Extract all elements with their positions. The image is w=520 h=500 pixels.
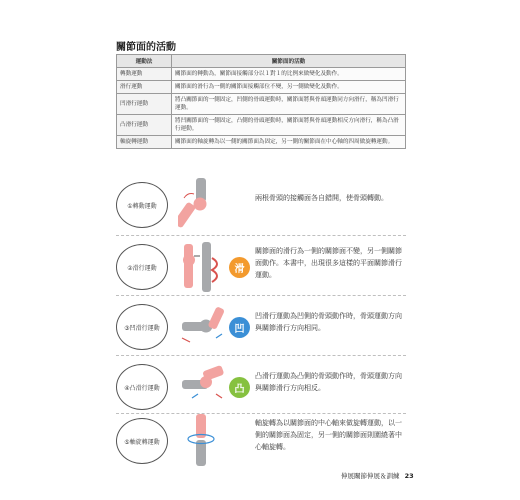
table-row [117, 136, 406, 149]
footer-book-title: 伸展關節伸展＆訓練 [341, 472, 400, 480]
motion-item-axial-rotation [116, 412, 406, 469]
table-row [117, 81, 406, 94]
table-cell-desc: 將凹關節面的一側固定，凸側的骨頭運動時，關節面將與骨頭運動相反方向滑行，稱為凸滑行運動。 [172, 115, 406, 136]
table-row [117, 94, 406, 115]
motion-label-circle: ①轉動運動 [116, 182, 168, 228]
motion-label-circle: ⑤軸旋轉運動 [116, 418, 168, 464]
axial-joint-illustration [178, 412, 226, 469]
motion-item-sliding [116, 238, 406, 295]
motion-description: 凸滑行運動為凸側的骨頭動作時，骨頭運動方向與關節滑行方向相反。 [255, 372, 402, 392]
convex-joint-illustration [178, 358, 226, 415]
table-cell-name: 滑行運動 [117, 81, 172, 94]
section-title: 關節面的活動 [116, 42, 176, 53]
table-row [117, 115, 406, 136]
rotation-joint-illustration [178, 176, 226, 233]
table-header-method: 運動法 [117, 55, 172, 68]
concave-badge: 凹 [229, 317, 250, 338]
sliding-badge: 滑 [229, 257, 250, 278]
motion-description: 軸旋轉為以關節面的中心軸來做旋轉運動，以一側的關節面為固定，另一側的關節面則圍繞著中心軸旋轉。 [255, 419, 402, 451]
motion-description: 凹滑行運動為凹側的骨頭動作時，骨頭運動方向與關節滑行方向相同。 [255, 312, 402, 332]
motion-label-circle: ②滑行運動 [116, 244, 168, 290]
sliding-joint-illustration [178, 238, 226, 295]
motion-item-concave-sliding [116, 298, 406, 355]
page-footer [341, 471, 414, 480]
table-cell-desc: 關節面的滑行為一側的關節面接觸部位不變，另一側做變化及動作。 [172, 81, 406, 94]
table-cell-name: 軸旋轉運動 [117, 136, 172, 149]
motion-description: 兩根骨頭的接觸面各自錯開，使骨頭轉動。 [255, 194, 388, 202]
table-row [117, 68, 406, 81]
table-cell-desc: 將凸關節面的一側固定，凹側的骨頭運動時，關節面將與骨頭運動同方向滑行，稱為凹滑行運動。 [172, 94, 406, 115]
item-divider [116, 235, 406, 236]
concave-joint-illustration [178, 298, 226, 355]
convex-badge: 凸 [229, 377, 250, 398]
item-divider [116, 355, 406, 356]
table-header-row [117, 55, 406, 68]
table-cell-name: 轉動運動 [117, 68, 172, 81]
table-cell-desc: 關節面的軸旋轉為以一側的關節面為固定，另一側的關節面在中心軸的四周做旋轉運動。 [172, 136, 406, 149]
table-cell-desc: 關節面的轉動為，關節面接觸部分以１對１的比例來做變化及動作。 [172, 68, 406, 81]
motion-table [116, 54, 406, 149]
table-header-activity: 關節面的活動 [172, 55, 406, 68]
table-cell-name: 凸滑行運動 [117, 115, 172, 136]
item-divider [116, 295, 406, 296]
motion-description: 關節面的滑行為一側的關節面不變，另一側關節面動作。本書中，出現很多這樣的平面關節滑行運動。 [255, 247, 402, 279]
motion-label-circle: ③凹滑行運動 [116, 304, 168, 350]
motion-label-circle: ④凸滑行運動 [116, 364, 168, 410]
table-cell-name: 凹滑行運動 [117, 94, 172, 115]
page-number: 23 [404, 472, 414, 480]
motion-item-convex-sliding [116, 358, 406, 415]
motion-item-rotation [116, 176, 406, 233]
